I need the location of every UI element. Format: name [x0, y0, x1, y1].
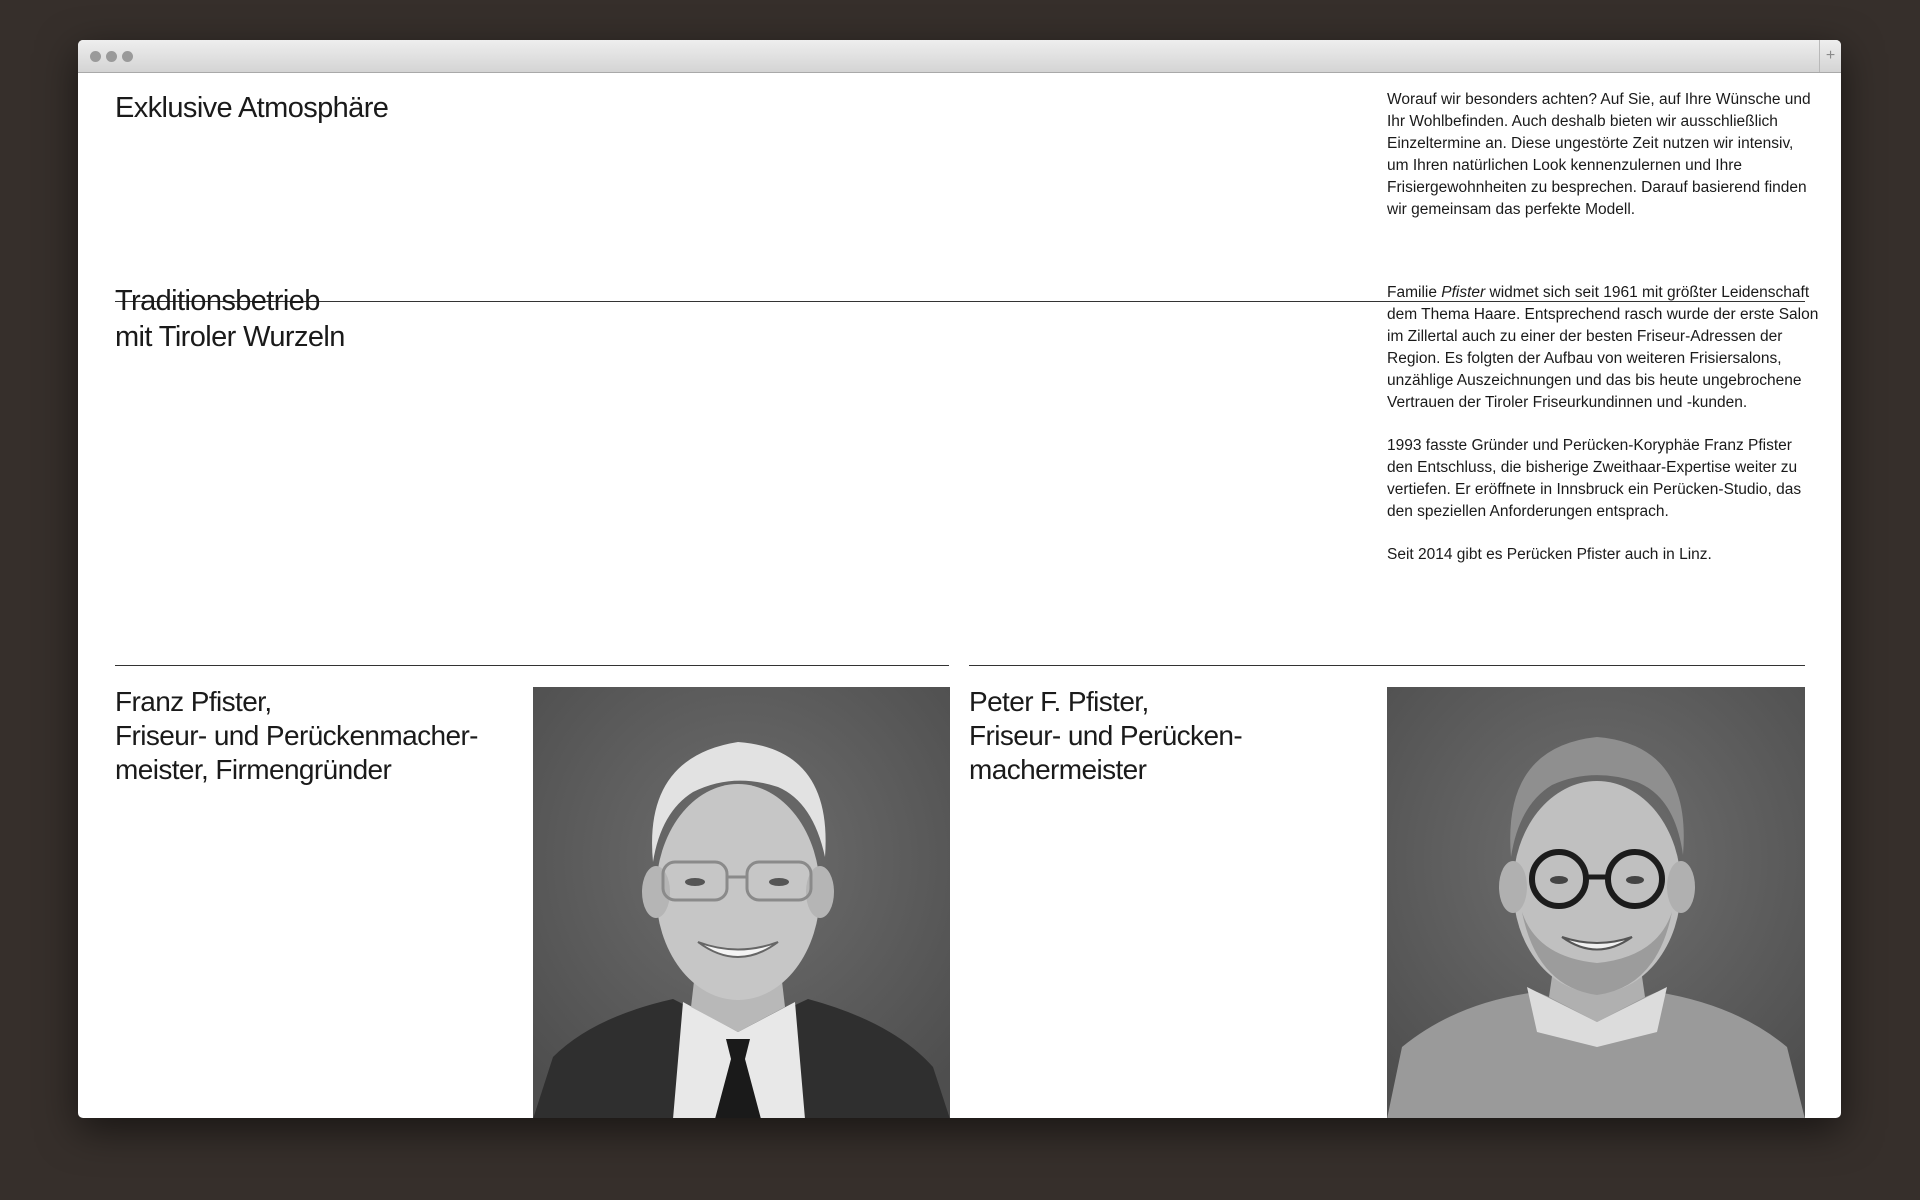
person-2-role-line1: Friseur- und Perücken- [969, 720, 1243, 751]
atmosphere-heading [115, 90, 388, 126]
p1-after: widmet sich seit 1961 mit größter Leidenschaft dem Thema Haare. Entsprechend rasch wurde der erste Salon im Zillertal auch zu einer der besten Friseur-Adressen der Region. Es folgten der Aufbau von weiteren Frisiersalons, unzählige Auszeichnungen und das bis heute ungebrochene Vertrauen der Tiroler Friseurkundinnen und -kunden. [1387, 284, 1819, 411]
p1-before: Familie [1387, 284, 1442, 301]
maximize-window-button[interactable] [122, 51, 133, 62]
tradition-text [1387, 282, 1819, 587]
title-bar [78, 40, 1841, 73]
tradition-heading [115, 283, 345, 355]
tradition-title-line2: mit Tiroler Wurzeln [115, 321, 345, 353]
browser-window [78, 40, 1841, 1118]
atmosphere-title: Exklusive Atmosphäre [115, 92, 389, 124]
person-1-name: Franz Pfister, [115, 686, 272, 717]
person-1-role-line2: meister, Firmengründer [115, 754, 392, 785]
person-2-role-line2: machermeister [969, 754, 1147, 785]
tradition-paragraph-3: Seit 2014 gibt es Perücken Pfister auch in Linz. [1387, 546, 1712, 563]
atmosphere-paragraph: Worauf wir besonders achten? Auf Sie, auf Ihre Wünsche und Ihr Wohlbefinden. Auch deshalb bieten wir ausschließlich Einzeltermine an. Diese ungestörte Zeit nutzen wir intensiv, um Ihren natürlichen Look kennenzulernen und Ihre Frisiergewohnheiten zu besprechen. Darauf basierend finden wir gemeinsam das perfekte Modell. [1387, 91, 1811, 218]
section-divider-left [115, 665, 949, 666]
tradition-title-line1: Traditionsbetrieb [115, 285, 320, 317]
person-2-caption [969, 685, 1242, 787]
atmosphere-text [1387, 89, 1819, 242]
page-content [78, 73, 1841, 1118]
person-1-portrait [533, 687, 950, 1118]
tradition-paragraph-2: 1993 fasste Gründer und Perücken-Koryphäe Franz Pfister den Entschluss, die bisherige Zweithaar-Expertise weiter zu vertiefen. Er eröffnete in Innsbruck ein Perücken-Studio, das den speziellen Anforderungen entsprach. [1387, 437, 1802, 520]
person-1-role-line1: Friseur- und Perückenmacher- [115, 720, 478, 751]
family-name-emphasis: Pfister [1441, 284, 1486, 301]
person-1-caption [115, 685, 478, 787]
minimize-window-button[interactable] [106, 51, 117, 62]
person-2-name: Peter F. Pfister, [969, 686, 1149, 717]
close-window-button[interactable] [90, 51, 101, 62]
plus-icon[interactable]: + [1819, 40, 1841, 72]
section-divider-right [969, 665, 1805, 666]
person-2-portrait [1387, 687, 1805, 1118]
tradition-paragraph-1 [1387, 282, 1819, 414]
